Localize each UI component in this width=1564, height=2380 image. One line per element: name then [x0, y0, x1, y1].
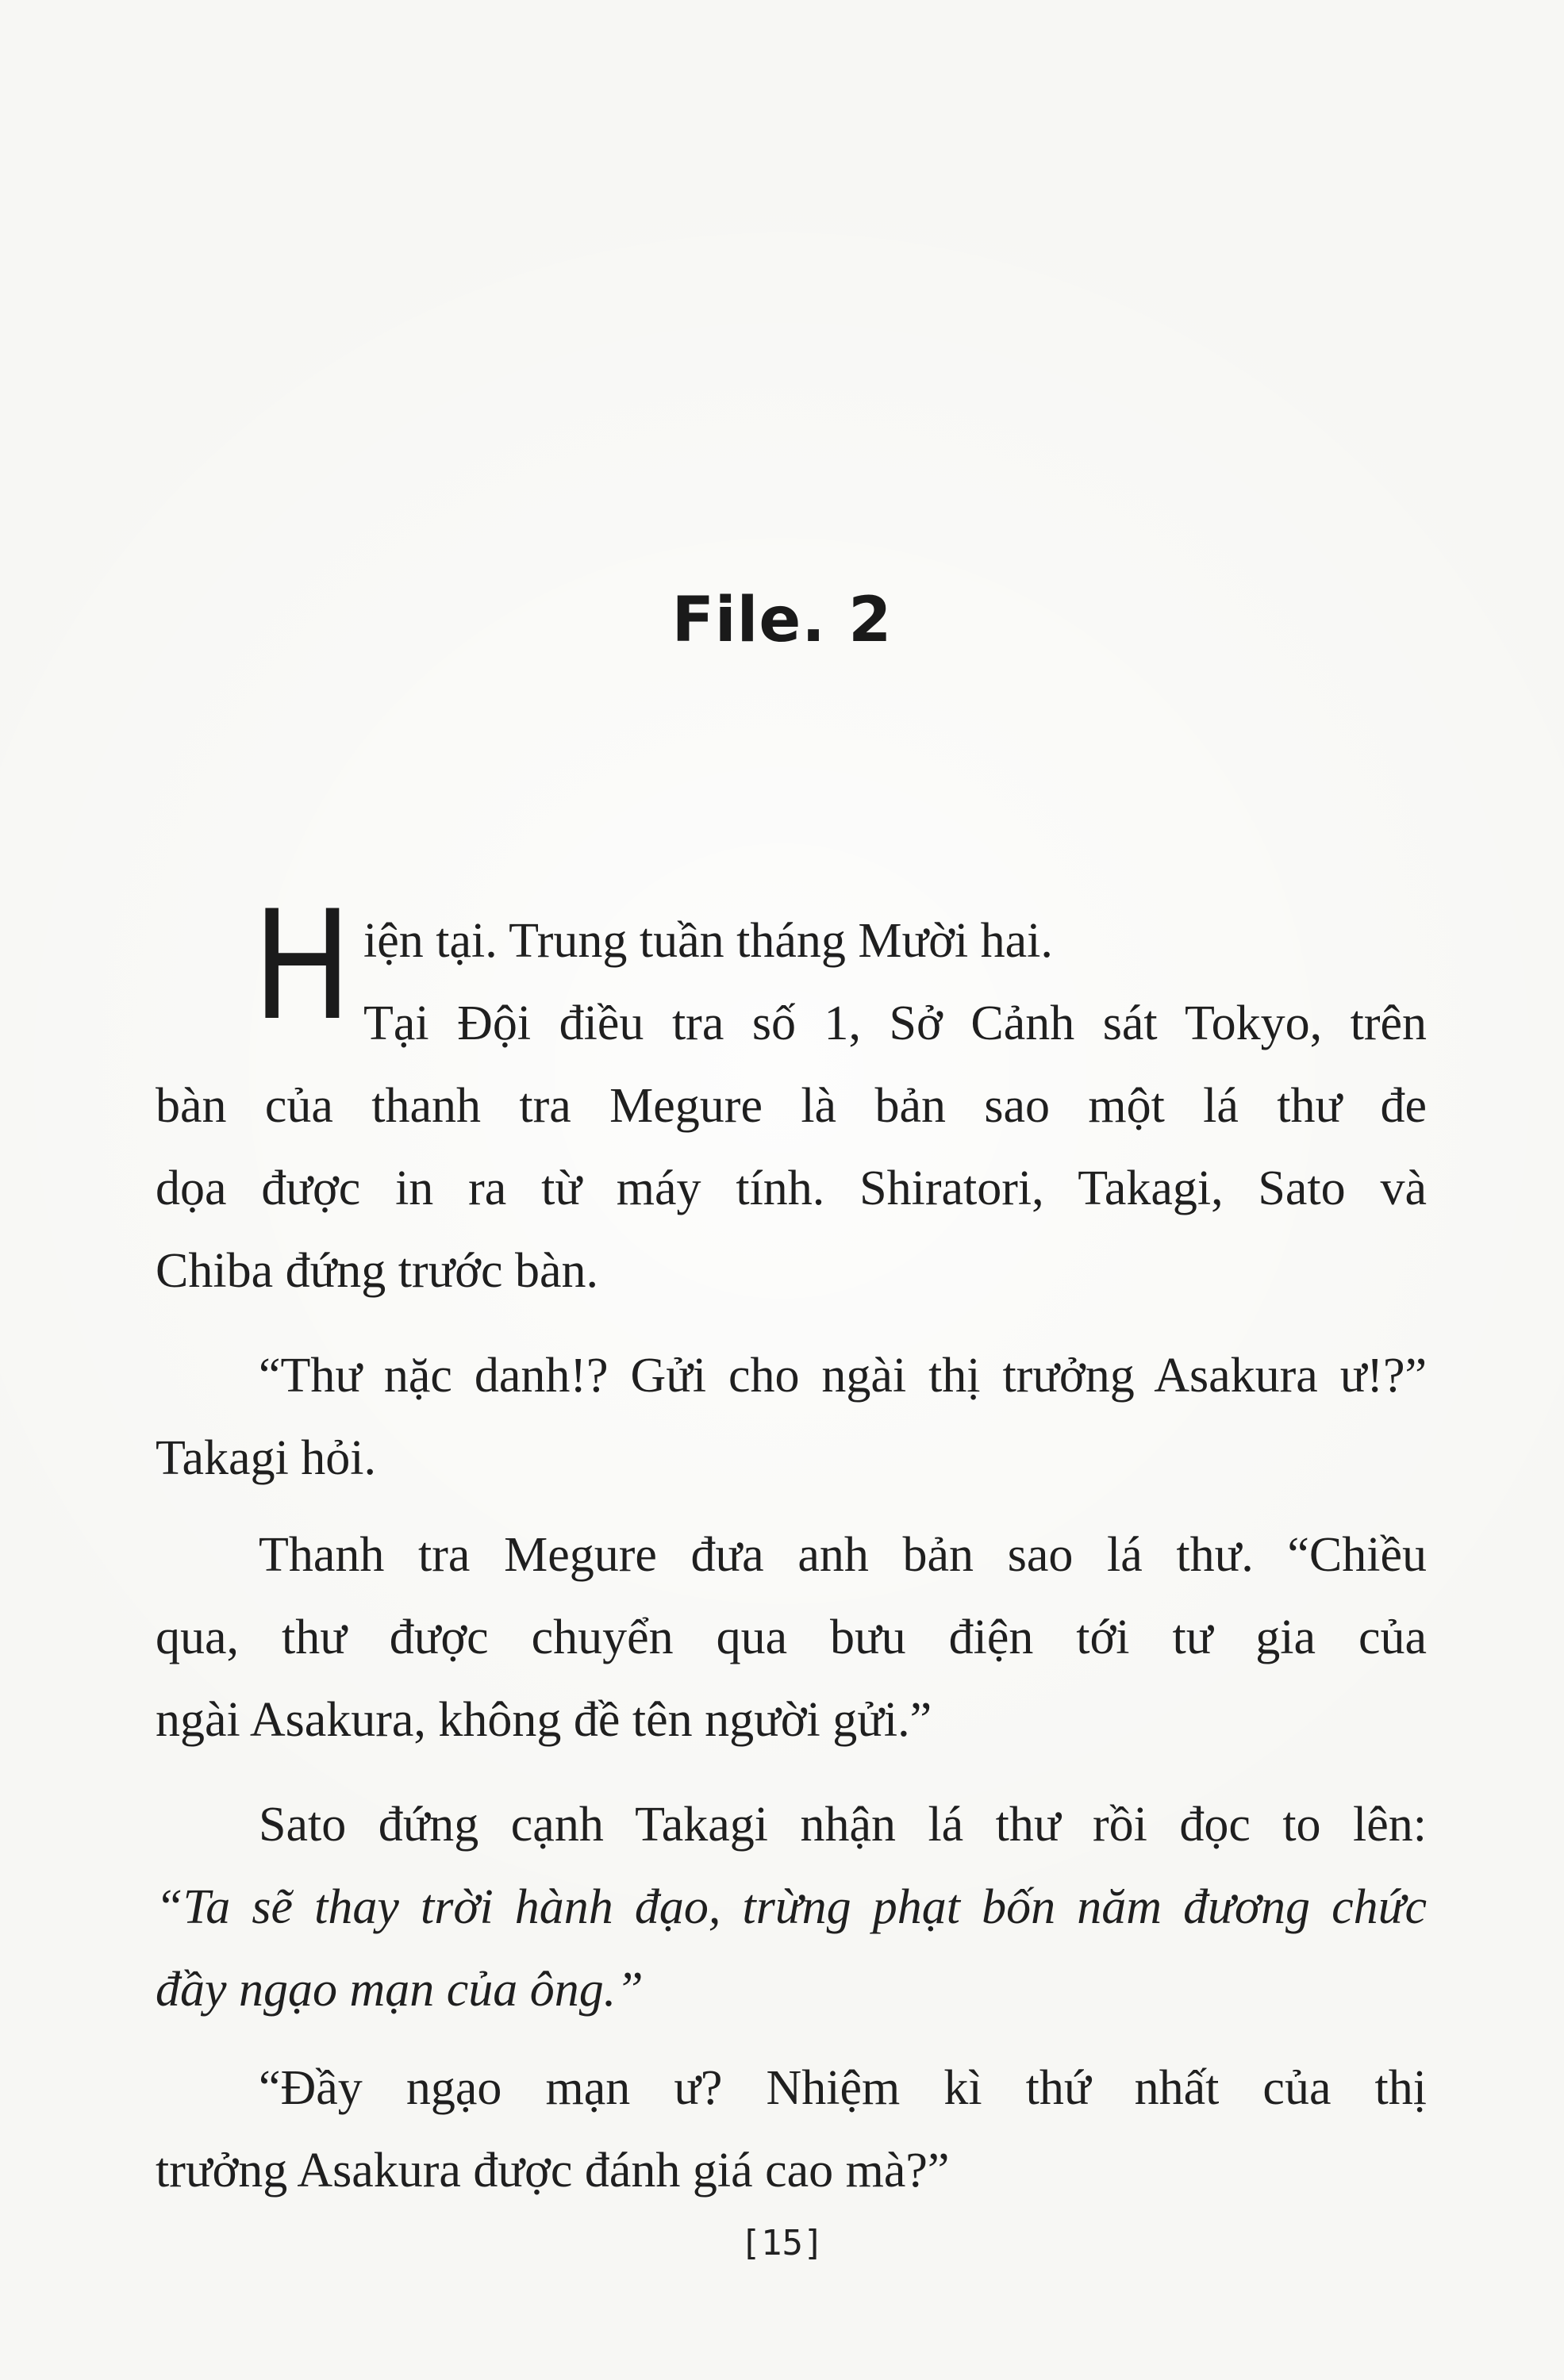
chapter-title: File. 2: [671, 585, 893, 656]
paragraph-5-line-2: trưởng Asakura được đánh giá cao mà?”: [156, 2144, 950, 2198]
paragraph-1-line-3: bàn của thanh tra Megure là bản sao một lá thư đe: [156, 1079, 1427, 1133]
paragraph-1-line-4: dọa được in ra từ máy tính. Shiratori, Takagi, Sato và: [156, 1161, 1427, 1215]
paragraph-2-line-1: “Thư nặc danh!? Gửi cho ngài thị trưởng Asakura ư!?”: [259, 1349, 1427, 1403]
drop-cap-letter: H: [252, 878, 352, 1054]
letter-quote-line-1: “Ta sẽ thay trời hành đạo, trừng phạt bốn năm đương chức: [156, 1880, 1427, 1934]
paragraph-3-line-2: qua, thư được chuyển qua bưu điện tới tư gia của: [156, 1610, 1427, 1664]
paragraph-1-line-5: Chiba đứng trước bàn.: [156, 1244, 598, 1298]
paragraph-3-line-3: ngài Asakura, không đề tên người gửi.”: [156, 1693, 932, 1747]
page-number: [15]: [740, 2223, 824, 2263]
paragraph-5-line-1: “Đầy ngạo mạn ư? Nhiệm kì thứ nhất của thị: [259, 2061, 1427, 2115]
letter-quote-line-2: đầy ngạo mạn của ông.”: [156, 1963, 644, 2017]
paragraph-2-line-2: Takagi hỏi.: [156, 1431, 377, 1485]
paragraph-3-line-1: Thanh tra Megure đưa anh bản sao lá thư. “Chiều: [259, 1528, 1427, 1582]
paragraph-1-line-1: iện tại. Trung tuần tháng Mười hai.: [363, 914, 1053, 968]
paragraph-4-line-1: Sato đứng cạnh Takagi nhận lá thư rồi đọc to lên:: [259, 1798, 1427, 1852]
paragraph-1-line-2: Tại Đội điều tra số 1, Sở Cảnh sát Tokyo, trên: [363, 996, 1427, 1050]
